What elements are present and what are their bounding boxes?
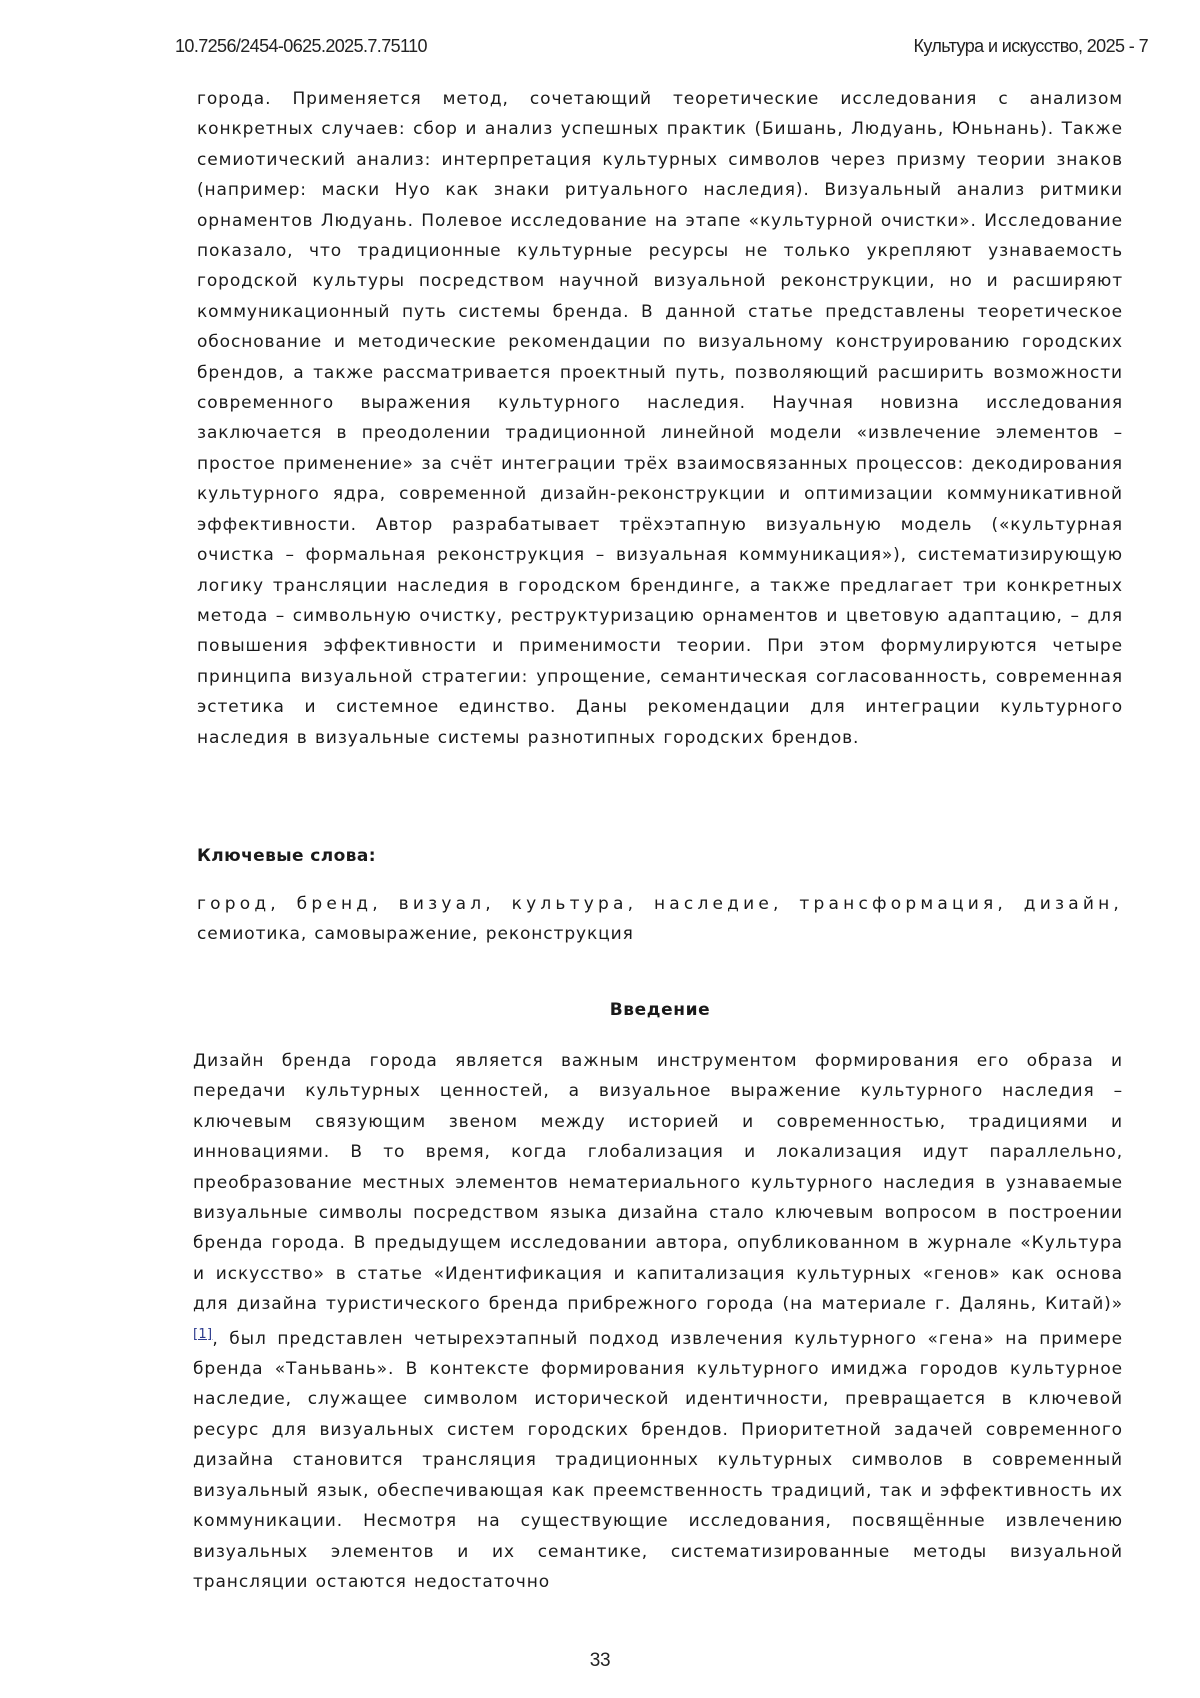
doi-label: 10.7256/2454-0625.2025.7.75110 [175,36,427,56]
page-number: 33 [589,1650,611,1671]
keywords-rest: семиотика, самовыражение, реконструкция [197,924,634,945]
intro-text-before-ref: Дизайн бренда города является важным инструментом формирования его образа и передачи культурных ценностей, а визуальное выражение культурного наследия – ключевым связующим звеном между историей и современностью, традициями и инновациями. В то время, когда глобализация и локализация идут параллельно, преобразование местных элементов нематериального культурного наследия в узнаваемые визуальные символы посредством языка дизайна стало ключевым вопросом в построении бренда города. В предыдущем исследовании автора, опубликованном в журнале «Культура и искусство» в статье «Идентификация и капитализация культурных «генов» как основа для дизайна туристического бренда прибрежного города (на материале г. Далянь, Китай)» [193,1051,1123,1315]
keywords-spaced: город, бренд, визуал, культура, наследие, трансформация, дизайн, [197,894,1123,914]
introduction-paragraph [193,1046,1123,1597]
intro-text-after-ref: , был представлен четырехэтапный подход извлечения культурного «гена» на примере бренда «Таньвань». В контексте формирования культурного имиджа городов культурное наследие, служащее символом исторической идентичности, превращается в ключевой ресурс для визуальных систем городских брендов. Приоритетной задачей современного дизайна становится трансляция традиционных культурных символов в современный визуальный язык, обеспечивающая как преемственность традиций, так и эффективность их коммуникации. Несмотря на существующие исследования, посвящённые извлечению визуальных элементов и их семантике, систематизированные методы визуальной трансляции остаются недостаточно [193,1328,1123,1592]
abstract-paragraph: города. Применяется метод, сочетающий теоретические исследования с анализом конкретных случаев: сбор и анализ успешных практик (Бишань, Людуань, Юньнань). Также семиотический анализ: интерпретация культурных символов через призму теории знаков (например: маски Нуо как знаки ритуального наследия). Визуальный анализ ритмики орнаментов Людуань. Полевое исследование на этапе «культурной очистки». Исследование показало, что традиционные культурные ресурсы не только укрепляют узнаваемость городской культуры посредством научной визуальной реконструкции, но и расширяют коммуникационный путь системы бренда. В данной статье представлены теоретическое обоснование и методические рекомендации по визуальному конструированию городских брендов, а также рассматривается проектный путь, позволяющий расширить возможности современного выражения культурного наследия. Научная новизна исследования заключается в преодолении традиционной линейной модели «извлечение элементов – простое применение» за счёт интеграции трёх взаимосвязанных процессов: декодирования культурного ядра, современной дизайн-реконструкции и оптимизации коммуникативной эффективности. Автор разрабатывает трёхэтапную визуальную модель («культурная очистка – формальная реконструкция – визуальная коммуникация»), систематизирующую логику трансляции наследия в городском брендинге, а также предлагает три конкретных метода – символьную очистку, реструктуризацию орнаментов и цветовую адаптацию, – для повышения эффективности и применимости теории. При этом формулируются четыре принципа визуальной стратегии: упрощение, семантическая согласованность, современная эстетика и системное единство. Даны рекомендации для интеграции культурного наследия в визуальные системы разнотипных городских брендов. [197,89,1123,748]
running-header [175,36,1148,60]
introduction-section [193,1046,1123,1597]
journal-issue-label: Культура и искусство, 2025 - 7 [913,36,1148,56]
keywords-list [197,889,1123,950]
reference-link[interactable]: [1] [193,1326,213,1342]
introduction-title: Введение [609,1000,711,1020]
abstract-section [197,84,1123,753]
keywords-heading: Ключевые слова: [197,846,376,866]
keywords-section [197,889,1123,950]
